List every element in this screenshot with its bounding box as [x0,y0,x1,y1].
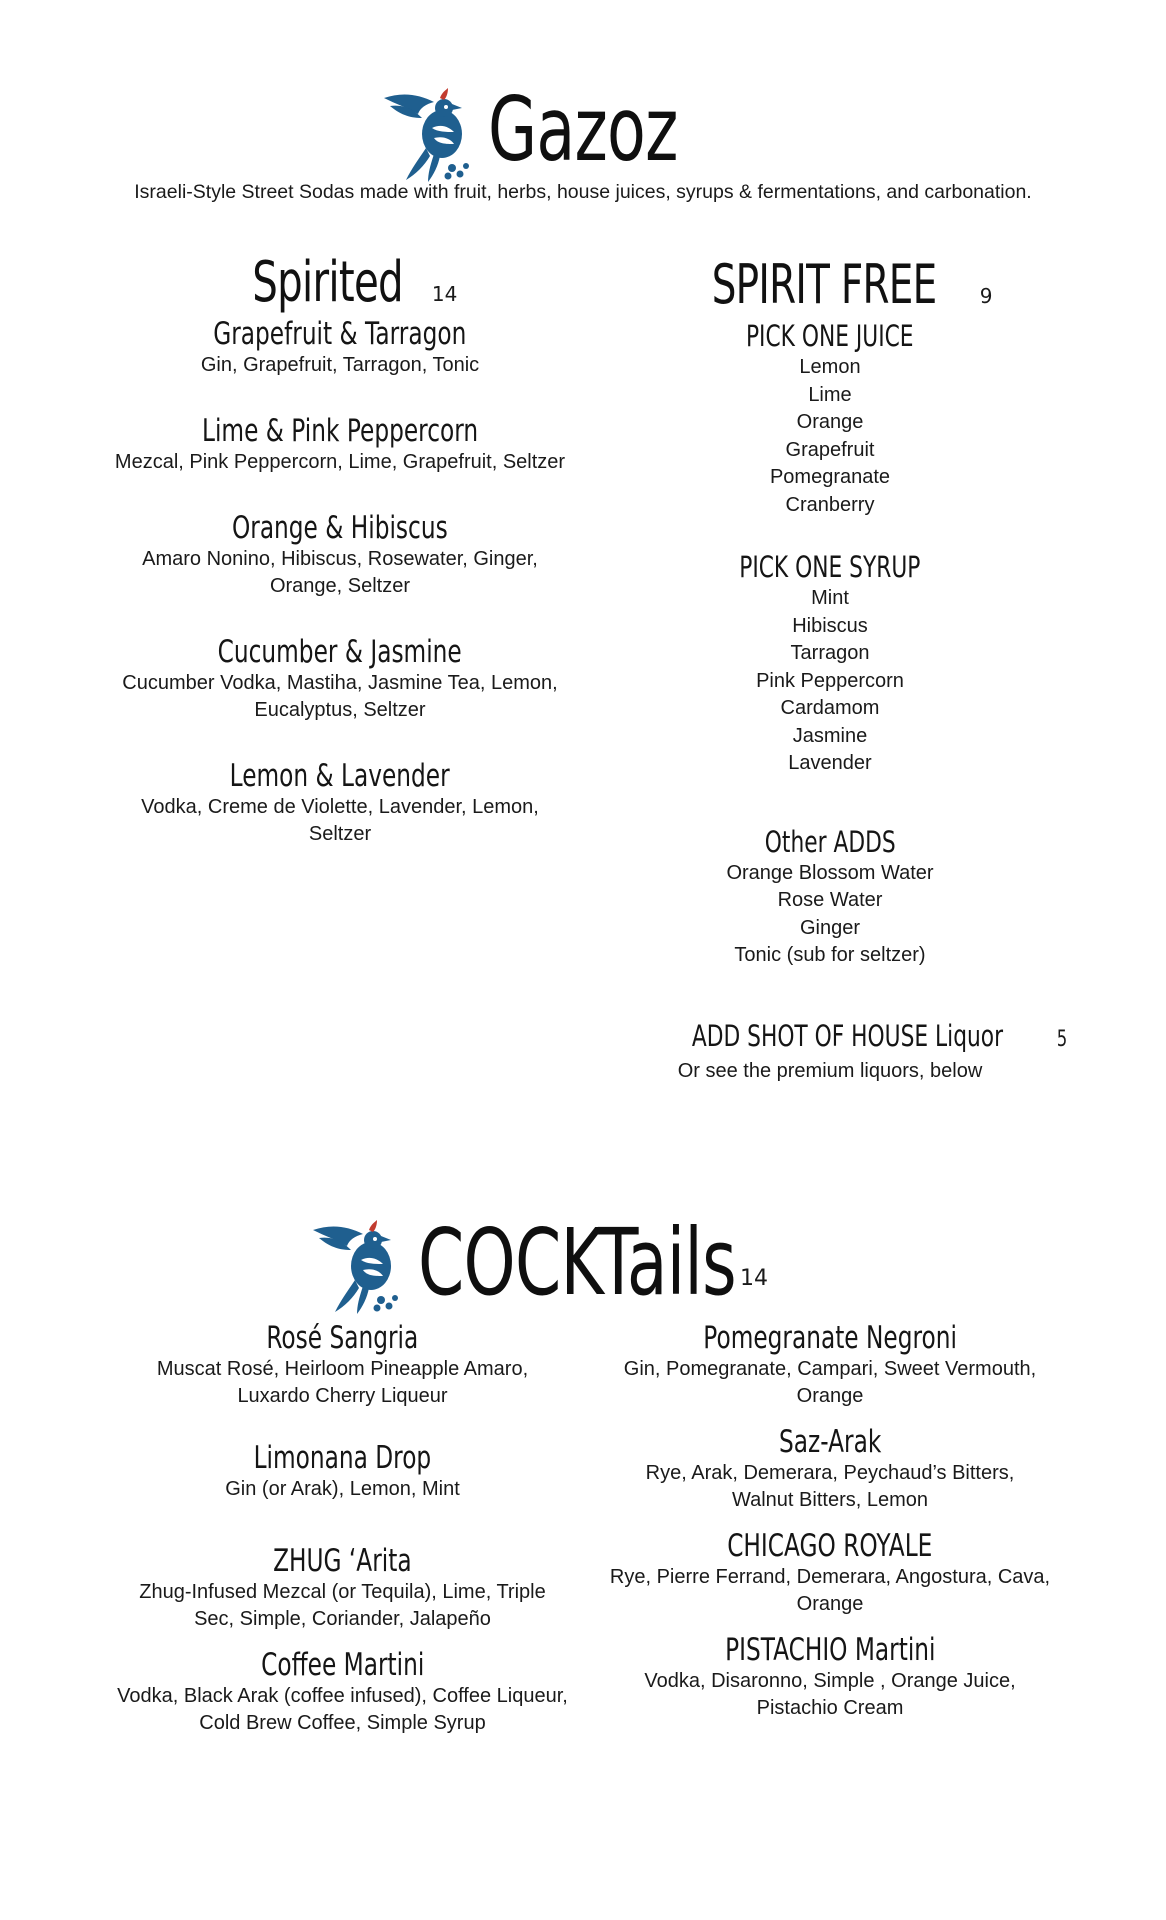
menu-item [600,1320,1060,1410]
item-name: Limonana Drop [253,1440,432,1476]
spirited-price: 14 [431,282,458,306]
item-desc: Zhug-Infused Mezcal (or Tequila), Lime, Triple Sec, Simple, Coriander, Jalapeño [139,1581,546,1630]
item-desc: Rye, Arak, Demerara, Peychaud’s Bitters, Walnut Bitters, Lemon [645,1462,1015,1511]
menu-item [100,1320,585,1410]
list-item: Jasmine [792,724,868,747]
cocktails-heading [418,1210,859,1316]
list-item: Orange [796,411,864,433]
list-item: Cranberry [785,493,875,516]
item-name: ZHUG ‘Arita [273,1543,412,1579]
item-desc: Vodka, Disaronno, Simple , Orange Juice, Pistachio Cream [644,1670,1016,1719]
item-desc: Gin, Grapefruit, Tarragon, Tonic [200,354,480,376]
menu-item [100,1440,585,1503]
item-name: PISTACHIO Martini [724,1632,936,1668]
spirited-heading: Spirited 14 [251,250,458,315]
juice-heading: PICK ONE JUICE [746,319,914,353]
list-item: Tarragon [790,642,870,664]
item-name: Saz-Arak [778,1424,882,1460]
list-item: Pink Peppercorn [756,669,904,692]
menu-item [600,1632,1060,1722]
spirited-section [90,252,590,848]
menu-item [100,1543,585,1633]
menu-item [100,1647,585,1737]
syrup-list [640,585,1020,778]
adds-heading: Other ADDS [764,824,896,859]
item-desc: Mezcal, Pink Peppercorn, Lime, Grapefruit, Seltzer [114,451,566,473]
gazoz-title: Gazoz [488,78,678,181]
item-desc: Vodka, Creme de Violette, Lavender, Lemon, Seltzer [141,796,539,845]
list-item: Pomegranate [769,466,891,488]
list-item: Grapefruit [785,438,875,461]
item-name: Cucumber & Jasmine [217,634,463,670]
item-desc: Gin (or Arak), Lemon, Mint [225,1478,460,1500]
menu-item [90,634,590,724]
list-item: Mint [811,587,849,609]
item-desc: Amaro Nonino, Hibiscus, Rosewater, Ginger, Orange, Seltzer [142,548,538,597]
spirit-free-section [640,253,1068,1085]
item-name: Coffee Martini [260,1647,425,1683]
gazoz-intro: Israeli-Style Street Sodas made with fruit, herbs, house juices, syrups & fermentations, and carbonation. [134,181,1032,203]
item-desc: Rye, Pierre Ferrand, Demerara, Angostura, Cava, Orange [609,1566,1051,1615]
item-name: Pomegranate Negroni [703,1320,957,1356]
shot-heading: ADD SHOT OF HOUSE Liquor 5 [640,1018,1020,1058]
item-desc: Vodka, Black Arak (coffee infused), Coffee Liqueur, Cold Brew Coffee, Simple Syrup [117,1685,568,1734]
menu-item [90,413,590,476]
list-item: Tonic (sub for seltzer) [734,944,926,966]
item-name: Rosé Sangria [266,1320,419,1356]
item-name: Lemon & Lavender [229,758,450,794]
spirit-free-heading: SPIRIT FREE 9 [711,253,993,316]
cocktails-left-column [100,1320,585,1737]
menu-item [90,510,590,600]
cocktails-right-column [600,1320,1060,1722]
cocktails-title: COCKTails [418,1209,736,1316]
shot-price: 5 [1056,1026,1068,1052]
list-item: Cardamom [780,697,880,719]
bird-logo-icon [382,88,482,184]
item-name: CHICAGO ROYALE [727,1528,933,1564]
menu-item [90,758,590,848]
item-name: Grapefruit & Tarragon [213,316,467,352]
list-item: Lavender [788,752,872,774]
list-item: Lemon [799,356,861,378]
item-desc: Cucumber Vodka, Mastiha, Jasmine Tea, Lemon, Eucalyptus, Seltzer [122,672,558,721]
item-desc: Muscat Rosé, Heirloom Pineapple Amaro, Luxardo Cherry Liqueur [156,1358,529,1407]
list-item: Ginger [799,916,861,939]
list-item: Lime [808,383,852,406]
cocktails-price: 14 [740,1266,768,1291]
menu-item [600,1424,1060,1514]
menu-item [600,1528,1060,1618]
syrup-heading: PICK ONE SYRUP [739,550,921,584]
item-name: Orange & Hibiscus [232,510,448,546]
juice-list [640,354,1020,519]
adds-list [640,860,1020,970]
list-item: Rose Water [777,889,883,911]
bird-logo-icon [311,1220,411,1316]
spirit-free-price: 9 [979,284,993,308]
list-item: Orange Blossom Water [726,861,934,884]
menu-item [90,316,590,379]
item-name: Lime & Pink Peppercorn [201,413,479,449]
list-item: Hibiscus [792,614,868,637]
shot-note: Or see the premium liquors, below [677,1059,983,1082]
item-desc: Gin, Pomegranate, Campari, Sweet Vermouth, Orange [623,1358,1037,1407]
